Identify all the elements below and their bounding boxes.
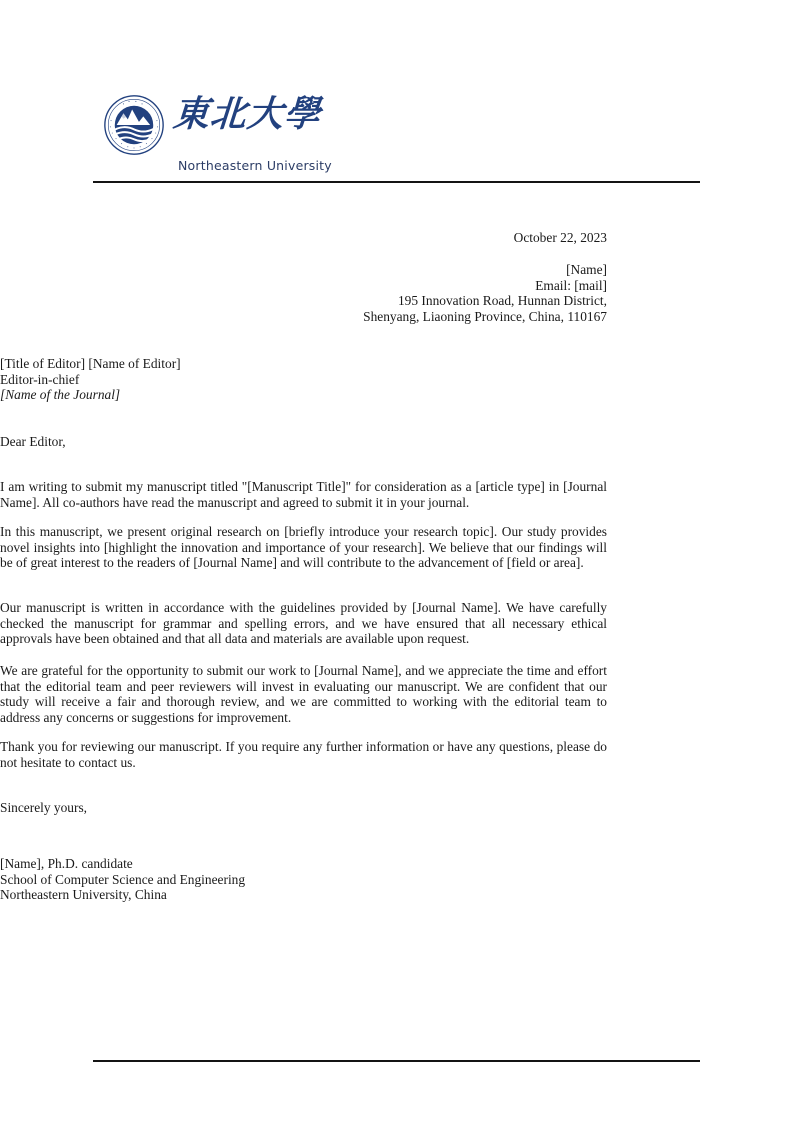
signature-block [0, 856, 607, 903]
valediction: Sincerely yours, [0, 800, 88, 815]
header-divider [93, 181, 700, 183]
wordmark-english: Northeastern University [178, 158, 332, 173]
sender-address-line-2: Shenyang, Liaoning Province, China, 110167 [363, 309, 607, 325]
signature-affiliation: School of Computer Science and Engineering [0, 871, 246, 887]
sender-block [0, 262, 607, 325]
university-seal-icon [103, 94, 165, 156]
body-paragraph-4: We are grateful for the opportunity to submit our work to [Journal Name], and we appreciate the time and effort that the editorial team and peer reviewers will invest in evaluating our manuscript. We are confident that our study will receive a fair and thorough review, and we are committed to working with the editorial team to address any concerns or suggestions for improvement. [0, 663, 607, 726]
letterhead [103, 92, 343, 173]
body-paragraph-5: Thank you for reviewing our manuscript. If you require any further information or have any questions, please do not hesitate to contact us. [0, 739, 607, 770]
recipient-block [0, 356, 607, 403]
footer-divider [93, 1060, 700, 1062]
sender-address-line-1: 195 Innovation Road, Hunnan District, [397, 293, 607, 309]
signature-name: [Name], Ph.D. candidate [0, 856, 133, 871]
body-paragraph-1: I am writing to submit my manuscript titled "[Manuscript Title]" for consideration as a [article type] in [Journal Name]. All co-authors have read the manuscript and agreed to submit it in your journal. [0, 479, 607, 510]
recipient-role: Editor-in-chief [0, 371, 80, 387]
body-paragraph-3: Our manuscript is written in accordance with the guidelines provided by [Journal Name]. We have carefully checked the manuscript for grammar and spelling errors, and we have ensured that all necessary ethical approvals have been obtained and that all data and materials are available upon request. [0, 600, 607, 647]
sender-email: Email: [mail] [535, 277, 607, 293]
signature-institution: Northeastern University, China [0, 887, 167, 903]
recipient-title-name: [Title of Editor] [Name of Editor] [0, 356, 181, 371]
date-line: October 22, 2023 [513, 230, 607, 245]
wordmark-chinese: 東北大學 [171, 94, 323, 134]
salutation: Dear Editor, [0, 434, 66, 449]
recipient-journal: [Name of the Journal] [0, 387, 121, 403]
sender-name: [Name] [566, 262, 607, 277]
letterhead-row [103, 92, 343, 156]
body-paragraph-2: In this manuscript, we present original research on [briefly introduce your research topic]. Our study provides novel insights into [highlight the innovation and importance of your research]. We believe that our findings will be of great interest to the readers of [Journal Name] and will contribute to the advancement of [field or area]. [0, 524, 607, 571]
